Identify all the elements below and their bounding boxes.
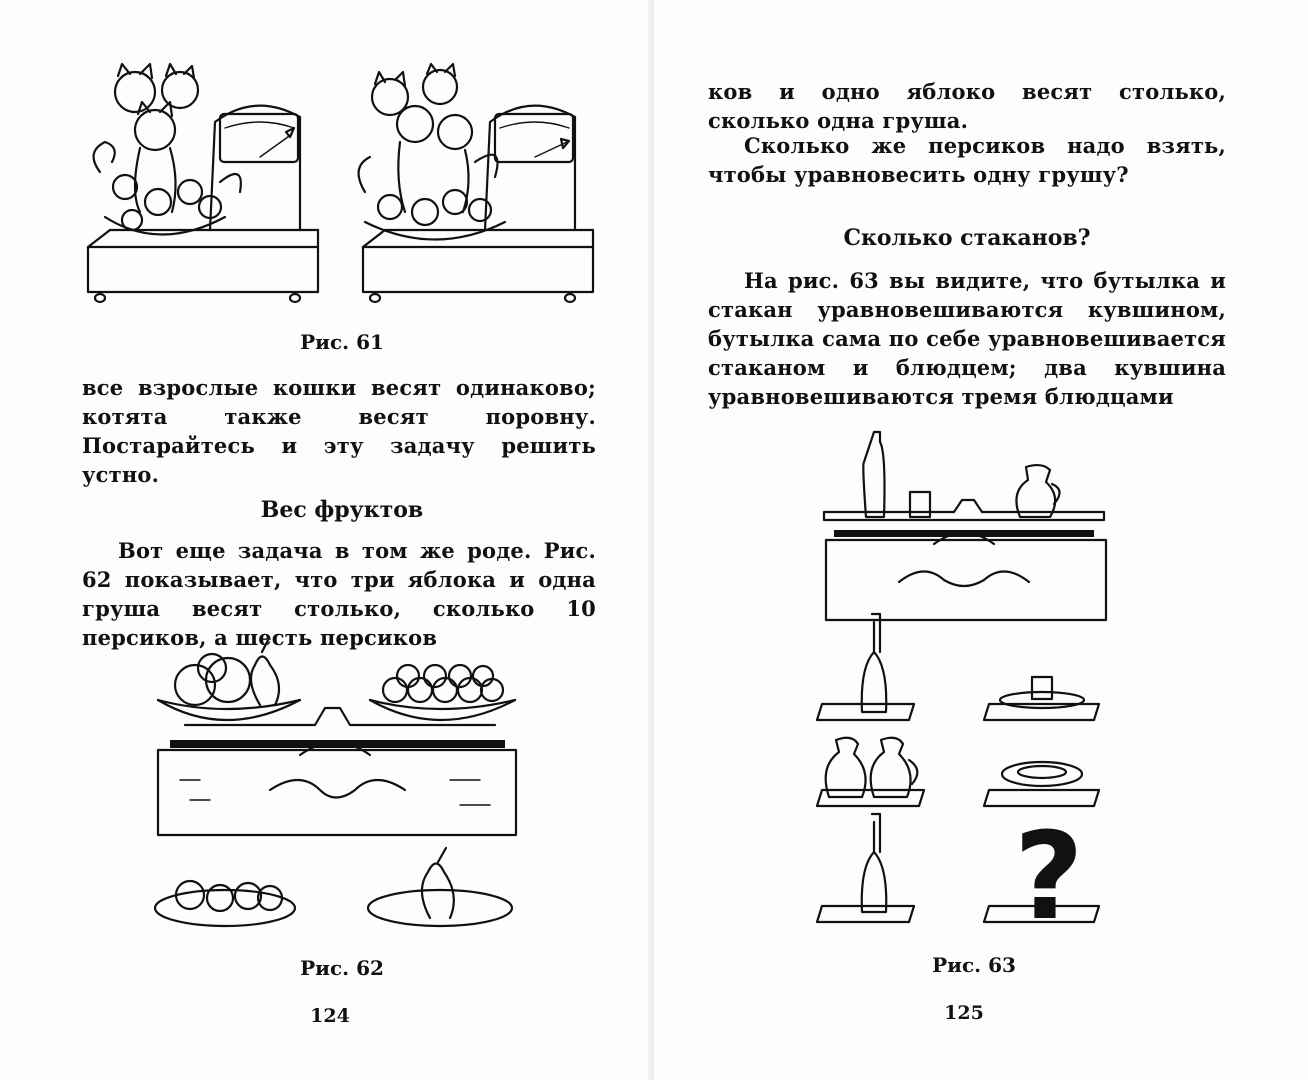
- figure-62-caption: Рис. 62: [300, 956, 384, 980]
- page-number-124: 124: [310, 1005, 350, 1027]
- right-paragraph-2: Сколько же персиков надо взять, чтобы уравновесить одну грушу?: [708, 133, 1226, 187]
- left-paragraph-1: все взрослые кошки весят одинаково; котята также весят поровну. Постарайтесь и эту задачу решить устно.: [82, 375, 596, 487]
- fruit-scale-icon: [158, 640, 516, 835]
- figure-61-caption: Рис. 61: [300, 330, 384, 354]
- bottle-icon-2: [817, 814, 914, 922]
- balance-scale-icon: [824, 432, 1106, 620]
- apples-plate-icon: [155, 881, 295, 926]
- figure-61-cats-on-scales: [80, 62, 620, 312]
- page-number-125: 125: [944, 1002, 984, 1024]
- pear-plate-icon: [368, 848, 512, 926]
- right-paragraph-3: На рис. 63 вы видите, что бутылка и стакан уравновешиваются кувшином, бутылка сама по себе уравновешивается стаканом и блюдцем; два кувшина уравновешиваются тремя блюдцами: [708, 268, 1226, 409]
- left-paragraph-2: Вот еще задача в том же роде. Рис. 62 показывает, что три яблока и одна груша весят столько, сколько 10 персиков, а шесть персиков: [82, 538, 596, 650]
- right-page: [654, 0, 1308, 1080]
- figure-62-fruit-scale: [150, 640, 530, 940]
- heading-ves-fruktov: Вес фруктов: [260, 497, 424, 523]
- heading-skolko-stakanov: Сколько стаканов?: [843, 225, 1091, 251]
- cat-scale-icon: [88, 64, 318, 302]
- bottle-icon: [817, 614, 914, 720]
- jug-icon: [817, 738, 924, 806]
- saucer-icon: [984, 762, 1099, 806]
- right-paragraph-1: ков и одно яблоко весят столько, сколько одна груша.: [708, 79, 1226, 133]
- figure-63-caption: Рис. 63: [932, 953, 1016, 977]
- glass-and-saucer-icon: [984, 677, 1099, 720]
- cat-scale-icon-2: [359, 64, 593, 302]
- question-mark-icon: ?: [1014, 808, 1084, 947]
